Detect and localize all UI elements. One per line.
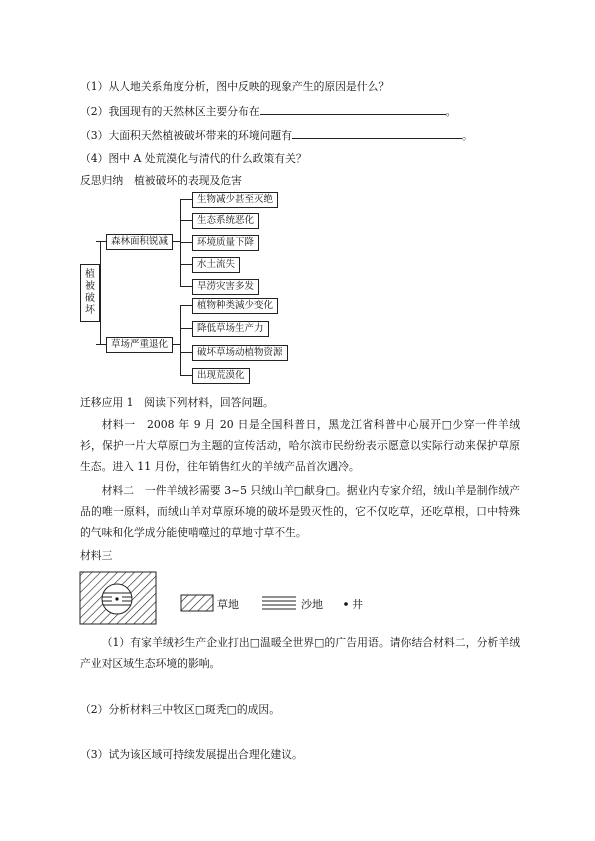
- grass-item-3: 破坏草场动植物资源: [192, 345, 288, 361]
- material-1: 材料一 2008 年 9 月 20 日是全国科普日，黑龙江省科普中心展开□少穿一件羊绒衫，保护一片大草原□为主题的宣传活动，哈尔滨市民纷纷表示愿意以实际行动来保护草原生态。进入 11 月份，往年销售红火的羊绒产品首次遇冷。: [80, 418, 520, 473]
- question-4: （4）图中 A 处荒漠化与清代的什么政策有关？: [80, 152, 307, 165]
- question-1: （1）从人地关系角度分析，图中反映的现象产生的原因是什么？: [80, 80, 390, 93]
- connector: [180, 305, 181, 375]
- connector: [180, 328, 192, 329]
- legend-sand-swatch: [262, 597, 296, 609]
- connector: [180, 199, 192, 200]
- connector: [180, 286, 192, 287]
- connector: [180, 264, 192, 265]
- legend-well-dot: [344, 602, 348, 606]
- legend-grass-label: 草地: [217, 598, 239, 611]
- connector: [180, 375, 192, 376]
- connector: [180, 242, 192, 243]
- material-2: 材料二 一件羊绒衫需要 3~5 只绒山羊□献身□。据业内专家介绍，绒山羊是制作绒产品的唯一原料，而绒山羊对草原环境的破坏是毁灭性的，它不仅吃草，还吃草根，口中特殊的气味和化学成分能使啃噬过的草地寸草不生。: [80, 484, 520, 539]
- grass-item-1: 植物种类減少变化: [192, 298, 278, 314]
- connector: [180, 220, 192, 221]
- question-2: （2）我国现有的天然林区主要分布在 。: [80, 105, 457, 118]
- application-title: 迁移应用 1 阅读下列材料，回答问题。: [80, 396, 274, 409]
- connector: [180, 352, 192, 353]
- connector: [180, 305, 192, 306]
- grass-item-4: 出现荒漠化: [192, 368, 250, 384]
- map-well: [115, 597, 118, 600]
- branch-grassland: 草场严重退化: [106, 337, 173, 353]
- legend-grass-swatch: [181, 595, 213, 611]
- app-question-1: （1）有家羊绒衫生产企业打出□温暖全世界□的广告用语。请你结合材料二，分析羊绒产业对区域生态环境的影响。: [80, 636, 520, 670]
- diagram-root: 植被破坏: [80, 264, 100, 322]
- question-3: （3）大面积天然植被破坏带来的环境问题有 。: [80, 129, 473, 142]
- answer-blank[interactable]: [260, 104, 446, 115]
- app-question-3: （3）试为该区域可持续发展提出合理化建议。: [80, 748, 303, 761]
- connector: [172, 344, 180, 345]
- connector: [100, 241, 101, 344]
- answer-blank[interactable]: [292, 128, 462, 139]
- forest-item-1: 生物减少甚至灭绝: [192, 192, 278, 208]
- legend-sand-label: 沙地: [301, 598, 323, 611]
- connector: [96, 241, 106, 242]
- connector: [172, 241, 180, 242]
- grass-item-2: 降低草场生产力: [192, 321, 269, 337]
- connector: [96, 344, 106, 345]
- legend-well-label: 井: [352, 598, 363, 611]
- reflect-heading: 反思归纳 植被破坏的表现及危害: [80, 174, 242, 187]
- app-question-2: （2）分析材料三中牧区□斑秃□的成因。: [80, 703, 281, 716]
- forest-item-2: 生态系统恶化: [192, 213, 259, 229]
- forest-item-4: 水土流失: [192, 257, 240, 273]
- forest-item-3: 环境质量下降: [192, 235, 259, 251]
- material-3-figure: [0, 562, 595, 642]
- material-3-label: 材料三: [80, 549, 113, 562]
- branch-forest: 森林面积锐减: [106, 234, 173, 250]
- forest-item-5: 旱涝灾害多发: [192, 279, 259, 295]
